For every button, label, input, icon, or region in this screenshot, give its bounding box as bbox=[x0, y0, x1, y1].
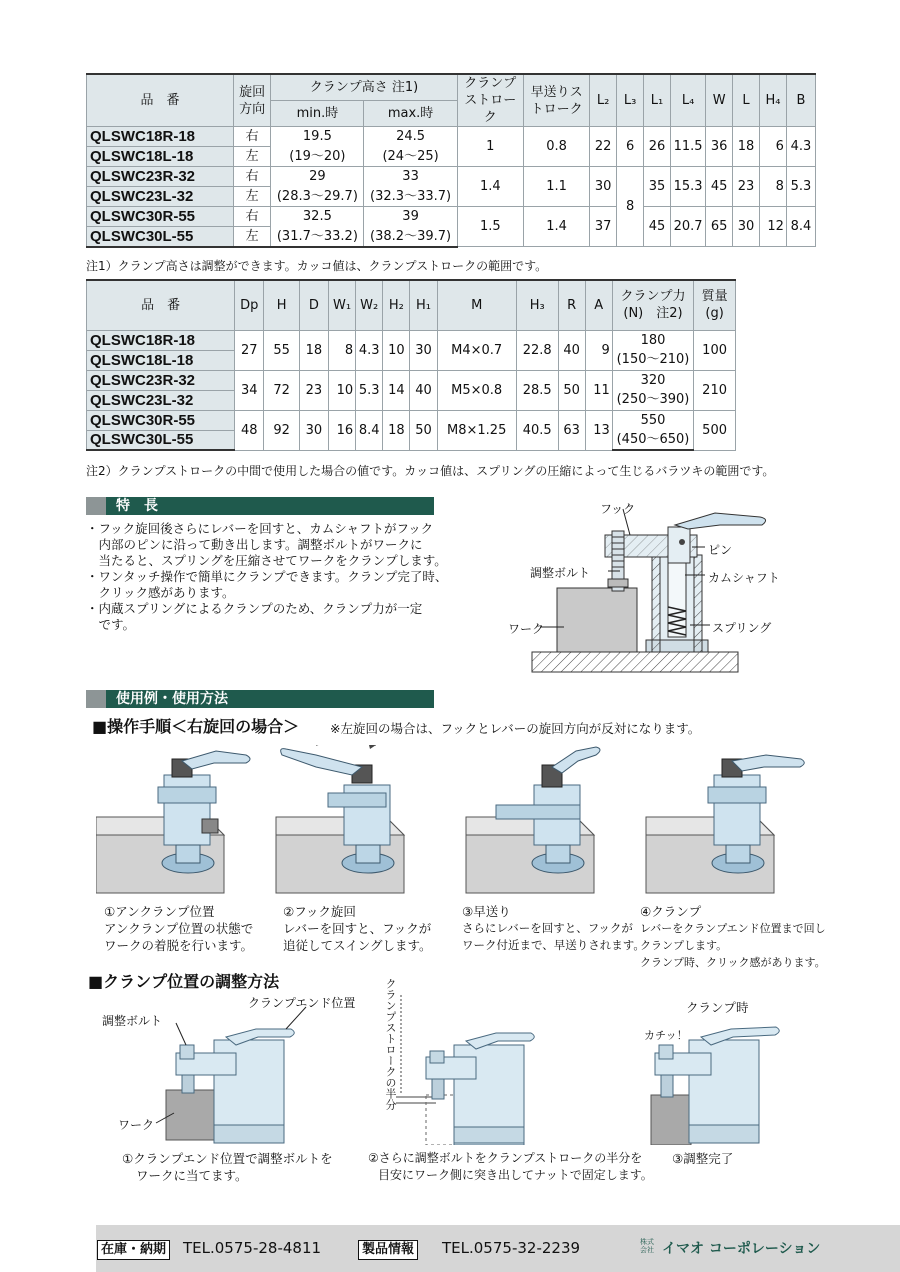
adjust-label-click: カチッ！ bbox=[644, 1029, 688, 1042]
R-cell: 63 bbox=[558, 410, 585, 450]
th-A: A bbox=[585, 280, 612, 330]
procedure-note: ※左旋回の場合は、フックとレバーの旋回方向が反対になります。 bbox=[330, 721, 701, 736]
step-line: 追従してスイングします。 bbox=[283, 938, 432, 953]
step-4-caption bbox=[640, 903, 826, 971]
model-cell: QLSWC23R-32 bbox=[87, 370, 235, 390]
mass-cell: 210 bbox=[694, 370, 736, 410]
th-H1: H₁ bbox=[410, 280, 437, 330]
model-cell: QLSWC18R-18 bbox=[87, 330, 235, 350]
min-cell: (19〜20) bbox=[271, 147, 364, 167]
dir-cell: 右 bbox=[234, 127, 271, 147]
stroke-cell: 1 bbox=[457, 127, 523, 167]
L4-cell: 11.5 bbox=[670, 127, 705, 167]
step-line: レバーを回すと、フックが bbox=[283, 921, 432, 936]
step-line: さらにレバーを回すと、フックが bbox=[462, 921, 633, 935]
th-clamp-stroke: クランプストローク bbox=[457, 74, 523, 127]
force-range-cell: (150〜210) bbox=[612, 350, 693, 370]
th-max: max.時 bbox=[364, 100, 457, 126]
feature-line: ・内蔵スプリングによるクランプのため、クランプ力が一定 bbox=[86, 601, 423, 616]
info-tel: TEL.0575-32-2239 bbox=[442, 1239, 581, 1257]
adjust-label-clamp-time: クランプ時 bbox=[686, 1000, 749, 1015]
force-cell: 550 bbox=[612, 410, 693, 430]
H4-cell: 12 bbox=[760, 207, 787, 247]
th-M: M bbox=[437, 280, 516, 330]
th-H3: H₃ bbox=[516, 280, 558, 330]
step-title: ④クランプ bbox=[640, 904, 702, 919]
step-line: クランプします。 bbox=[640, 939, 728, 952]
max-cell: (32.3〜33.7) bbox=[364, 187, 457, 207]
th-L: L bbox=[733, 74, 760, 127]
step-1-caption bbox=[104, 903, 253, 954]
label-pin: ピン bbox=[708, 543, 733, 557]
W2-cell: 5.3 bbox=[356, 370, 383, 410]
H-cell: 72 bbox=[264, 370, 299, 410]
th-L1: L₁ bbox=[644, 74, 671, 127]
L4-cell: 15.3 bbox=[670, 167, 705, 207]
th-force: クランプ力(N) 注2) bbox=[612, 280, 693, 330]
dir-cell: 右 bbox=[234, 207, 271, 227]
A-cell: 11 bbox=[585, 370, 612, 410]
company-logo: イマオ コーポレーション bbox=[662, 1241, 821, 1257]
W-cell: 36 bbox=[706, 127, 733, 167]
label-spring: スプリング bbox=[712, 621, 772, 635]
feature-line: ・フック旋回後さらにレバーを回すと、カムシャフトがフック bbox=[86, 521, 434, 536]
th-L2: L₂ bbox=[590, 74, 617, 127]
procedure-title: ■操作手順＜右旋回の場合＞ bbox=[92, 717, 300, 736]
step-line: アンクランプ位置の状態で bbox=[104, 921, 254, 936]
force-range-cell: (450〜650) bbox=[612, 430, 693, 450]
L2-cell: 22 bbox=[590, 127, 617, 167]
label-work: ワーク bbox=[508, 622, 545, 636]
L3-cell: 8 bbox=[617, 167, 644, 247]
L-cell: 23 bbox=[733, 167, 760, 207]
force-range-cell: (250〜390) bbox=[612, 390, 693, 410]
spec-table-2 bbox=[86, 279, 736, 451]
L2-cell: 37 bbox=[590, 207, 617, 247]
adjust-step-3-caption bbox=[672, 1150, 733, 1167]
H2-cell: 14 bbox=[383, 370, 410, 410]
H-cell: 55 bbox=[264, 330, 299, 370]
Dp-cell: 48 bbox=[235, 410, 264, 450]
feature-line: クリック感があります。 bbox=[86, 585, 235, 600]
adjust-label-end-pos: クランプエンド位置 bbox=[248, 996, 356, 1010]
th-D: D bbox=[299, 280, 328, 330]
min-cell: 29 bbox=[271, 167, 364, 187]
th-H4: H₄ bbox=[760, 74, 787, 127]
label-adjust-bolt: 調整ボルト bbox=[530, 566, 591, 580]
adjust-step-line: ②さらに調整ボルトをクランプストロークの半分を bbox=[368, 1151, 643, 1165]
adjust-label-work: ワーク bbox=[118, 1118, 155, 1132]
spec-table-1 bbox=[86, 73, 816, 248]
adjust-step-1-caption bbox=[122, 1150, 333, 1184]
model-cell: QLSWC30L-55 bbox=[87, 227, 234, 247]
step-2-caption bbox=[283, 903, 432, 954]
dir-cell: 左 bbox=[234, 147, 271, 167]
th-model: 品 番 bbox=[87, 280, 235, 330]
th-min: min.時 bbox=[271, 100, 364, 126]
info-label: 製品情報 bbox=[358, 1240, 418, 1260]
Dp-cell: 27 bbox=[235, 330, 264, 370]
L1-cell: 45 bbox=[644, 207, 671, 247]
model-cell: QLSWC30R-55 bbox=[87, 207, 234, 227]
step-line: ワーク付近まで、早送りされます。 bbox=[462, 938, 645, 952]
H2-cell: 18 bbox=[383, 410, 410, 450]
th-H: H bbox=[264, 280, 299, 330]
step-title: ③早送り bbox=[462, 904, 511, 919]
H4-cell: 6 bbox=[760, 127, 787, 167]
label-camshaft: カムシャフト bbox=[708, 571, 780, 585]
max-cell: 39 bbox=[364, 207, 457, 227]
R-cell: 50 bbox=[558, 370, 585, 410]
H2-cell: 10 bbox=[383, 330, 410, 370]
model-cell: QLSWC30L-55 bbox=[87, 430, 235, 450]
adjust-title: ■クランプ位置の調整方法 bbox=[88, 972, 280, 991]
feature-line: 当たると、スプリングを圧縮させてワークをクランプします。 bbox=[86, 553, 447, 568]
H1-cell: 30 bbox=[410, 330, 437, 370]
min-cell: (31.7〜33.2) bbox=[271, 227, 364, 247]
D-cell: 30 bbox=[299, 410, 328, 450]
W2-cell: 4.3 bbox=[356, 330, 383, 370]
A-cell: 13 bbox=[585, 410, 612, 450]
H4-cell: 8 bbox=[760, 167, 787, 207]
adjust-label-half-stroke: クランプストロークの半分 bbox=[384, 978, 397, 1110]
dir-cell: 左 bbox=[234, 227, 271, 247]
feature-line: です。 bbox=[86, 617, 136, 632]
H3-cell: 28.5 bbox=[516, 370, 558, 410]
D-cell: 18 bbox=[299, 330, 328, 370]
W1-cell: 16 bbox=[329, 410, 356, 450]
D-cell: 23 bbox=[299, 370, 328, 410]
force-cell: 180 bbox=[612, 330, 693, 350]
fast-cell: 0.8 bbox=[523, 127, 589, 167]
th-fast-stroke: 早送りストローク bbox=[523, 74, 589, 127]
dir-cell: 右 bbox=[234, 167, 271, 187]
L-cell: 30 bbox=[733, 207, 760, 247]
min-cell: 19.5 bbox=[271, 127, 364, 147]
stroke-cell: 1.4 bbox=[457, 167, 523, 207]
B-cell: 4.3 bbox=[786, 127, 815, 167]
model-cell: QLSWC18L-18 bbox=[87, 350, 235, 370]
th-W: W bbox=[706, 74, 733, 127]
H-cell: 92 bbox=[264, 410, 299, 450]
th-R: R bbox=[558, 280, 585, 330]
mass-cell: 500 bbox=[694, 410, 736, 450]
note-1: 注1）クランプ高さは調整ができます。カッコ値は、クランプストロークの範囲です。 bbox=[86, 259, 548, 273]
model-cell: QLSWC23L-32 bbox=[87, 390, 235, 410]
th-Dp: Dp bbox=[235, 280, 264, 330]
H3-cell: 22.8 bbox=[516, 330, 558, 370]
cross-section-diagram bbox=[500, 495, 800, 680]
th-model: 品 番 bbox=[87, 74, 234, 127]
W1-cell: 10 bbox=[329, 370, 356, 410]
fast-cell: 1.1 bbox=[523, 167, 589, 207]
M-cell: M8×1.25 bbox=[437, 410, 516, 450]
mass-cell: 100 bbox=[694, 330, 736, 370]
L3-cell: 6 bbox=[617, 127, 644, 167]
label-hook: フック bbox=[600, 502, 636, 516]
stock-label: 在庫・納期 bbox=[97, 1240, 170, 1260]
th-H2: H₂ bbox=[383, 280, 410, 330]
adjust-step-line: ③調整完了 bbox=[672, 1151, 734, 1166]
H3-cell: 40.5 bbox=[516, 410, 558, 450]
model-cell: QLSWC30R-55 bbox=[87, 410, 235, 430]
min-cell: (28.3〜29.7) bbox=[271, 187, 364, 207]
th-W1: W₁ bbox=[329, 280, 356, 330]
step-line: ワークの着脱を行います。 bbox=[104, 938, 254, 953]
th-L4: L₄ bbox=[670, 74, 705, 127]
adjust-step-line: ①クランプエンド位置で調整ボルトを bbox=[122, 1151, 333, 1166]
fast-cell: 1.4 bbox=[523, 207, 589, 247]
step-title: ①アンクランプ位置 bbox=[104, 904, 215, 919]
th-W2: W₂ bbox=[356, 280, 383, 330]
model-cell: QLSWC18R-18 bbox=[87, 127, 234, 147]
th-B: B bbox=[786, 74, 815, 127]
L-cell: 18 bbox=[733, 127, 760, 167]
max-cell: (24〜25) bbox=[364, 147, 457, 167]
stock-tel: TEL.0575-28-4811 bbox=[183, 1239, 322, 1257]
company-prefix: 株式会社 bbox=[640, 1238, 654, 1254]
adjust-label-bolt: 調整ボルト bbox=[102, 1014, 163, 1028]
W1-cell: 8 bbox=[329, 330, 356, 370]
stroke-cell: 1.5 bbox=[457, 207, 523, 247]
M-cell: M4×0.7 bbox=[437, 330, 516, 370]
L4-cell: 20.7 bbox=[670, 207, 705, 247]
H1-cell: 50 bbox=[410, 410, 437, 450]
step-title: ②フック旋回 bbox=[283, 904, 356, 919]
adjust-step-line: 目安にワーク側に突き出してナットで固定します。 bbox=[378, 1168, 653, 1182]
force-cell: 320 bbox=[612, 370, 693, 390]
min-cell: 32.5 bbox=[271, 207, 364, 227]
procedure-illustrations bbox=[96, 745, 816, 895]
W-cell: 45 bbox=[706, 167, 733, 207]
B-cell: 8.4 bbox=[786, 207, 815, 247]
usage-heading: 使用例・使用方法 bbox=[86, 690, 434, 708]
H1-cell: 40 bbox=[410, 370, 437, 410]
max-cell: (38.2〜39.7) bbox=[364, 227, 457, 247]
M-cell: M5×0.8 bbox=[437, 370, 516, 410]
model-cell: QLSWC23R-32 bbox=[87, 167, 234, 187]
W-cell: 65 bbox=[706, 207, 733, 247]
L1-cell: 26 bbox=[644, 127, 671, 167]
step-line: レバーをクランプエンド位置まで回し bbox=[640, 922, 826, 935]
th-L3: L₃ bbox=[617, 74, 644, 127]
th-turn-dir: 旋回方向 bbox=[234, 74, 271, 127]
step-line: クランプ時、クリック感があります。 bbox=[640, 956, 826, 969]
adjust-step-line: ワークに当てます。 bbox=[136, 1168, 248, 1183]
feature-line: 内部のピンに沿って動き出します。調整ボルトがワークに bbox=[86, 537, 423, 552]
model-cell: QLSWC18L-18 bbox=[87, 147, 234, 167]
W2-cell: 8.4 bbox=[356, 410, 383, 450]
step-3-caption bbox=[462, 903, 645, 954]
features-heading: 特 長 bbox=[86, 497, 434, 515]
max-cell: 24.5 bbox=[364, 127, 457, 147]
L2-cell: 30 bbox=[590, 167, 617, 207]
max-cell: 33 bbox=[364, 167, 457, 187]
adjust-step-2-caption bbox=[368, 1150, 653, 1184]
th-clamp-height: クランプ高さ 注1) bbox=[271, 74, 457, 100]
dir-cell: 左 bbox=[234, 187, 271, 207]
R-cell: 40 bbox=[558, 330, 585, 370]
features-list bbox=[86, 521, 447, 633]
model-cell: QLSWC23L-32 bbox=[87, 187, 234, 207]
L1-cell: 35 bbox=[644, 167, 671, 207]
A-cell: 9 bbox=[585, 330, 612, 370]
B-cell: 5.3 bbox=[786, 167, 815, 207]
Dp-cell: 34 bbox=[235, 370, 264, 410]
th-mass: 質量(g) bbox=[694, 280, 736, 330]
note-2: 注2）クランプストロークの中間で使用した場合の値です。カッコ値は、スプリングの圧縮によって生じるバラツキの範囲です。 bbox=[86, 464, 775, 478]
feature-line: ・ワンタッチ操作で簡単にクランプできます。クランプ完了時、 bbox=[86, 569, 448, 584]
